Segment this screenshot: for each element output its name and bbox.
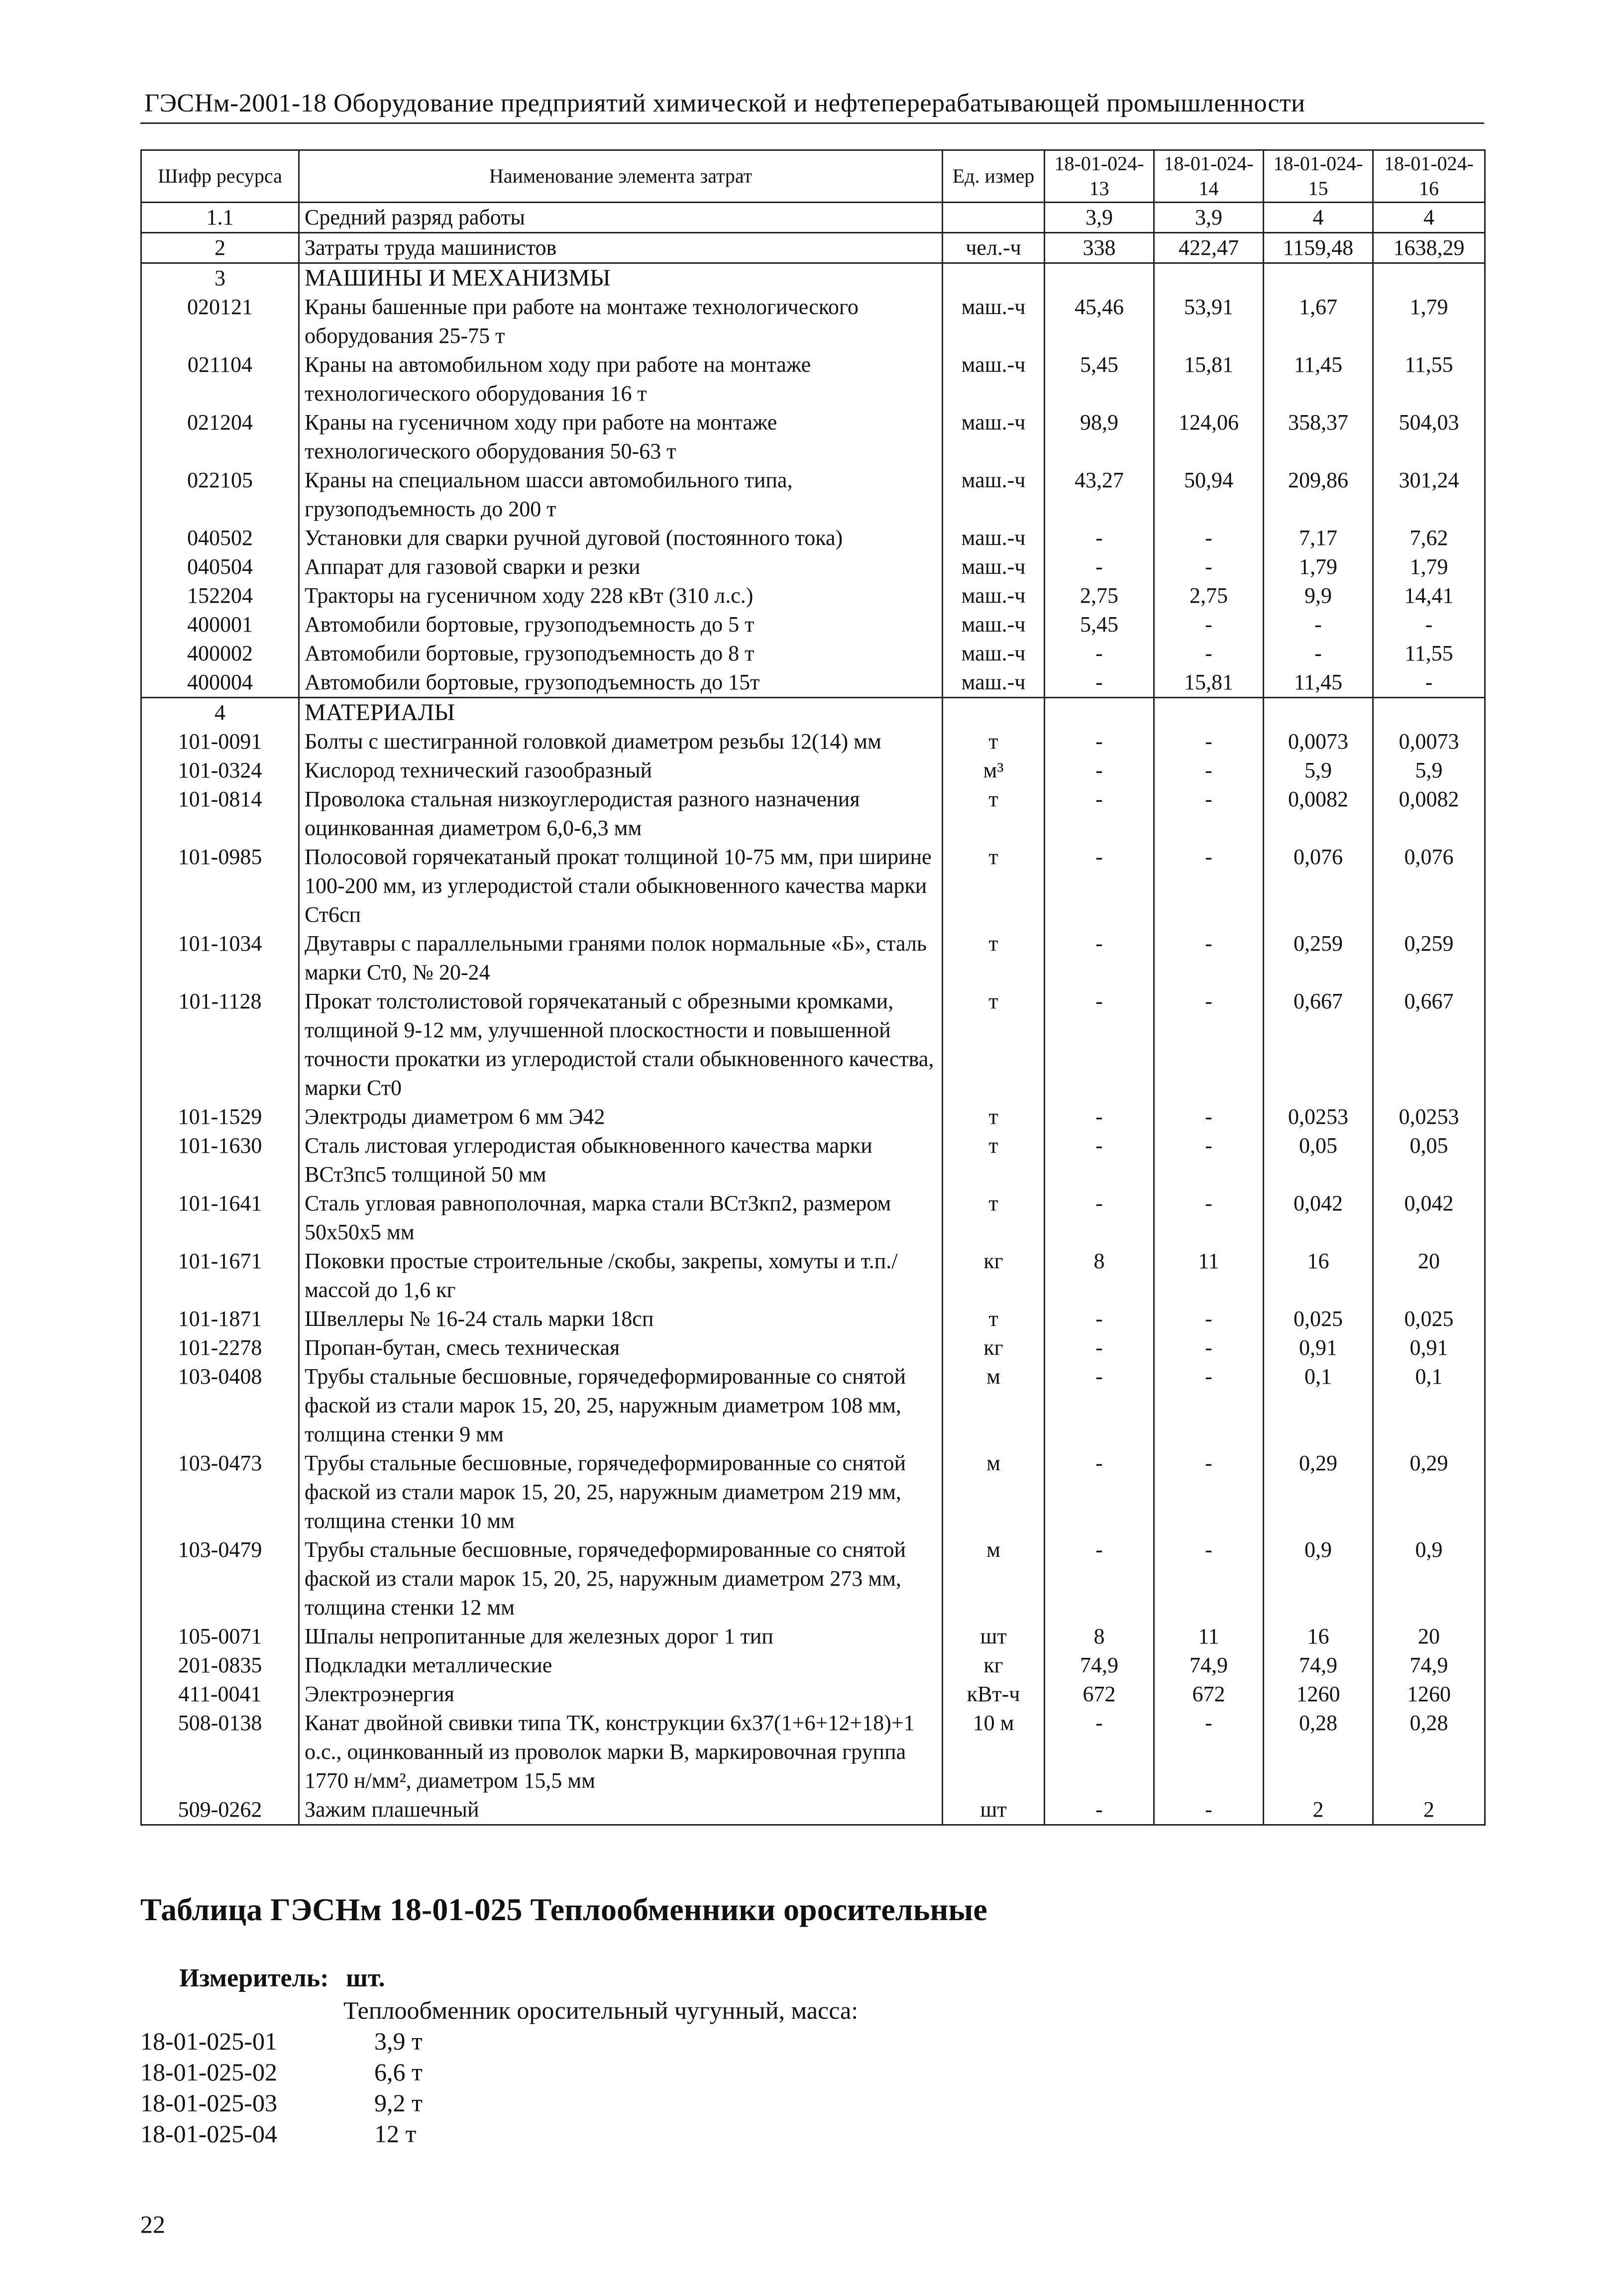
norm-value: 2,75: [1045, 581, 1154, 610]
norm-value: 0,0082: [1373, 785, 1485, 843]
resource-code: 101-0091: [141, 727, 299, 756]
norm-value: -: [1045, 639, 1154, 668]
table-row: [141, 1305, 1485, 1333]
norm-value: 11,45: [1264, 350, 1373, 408]
resource-code: 400001: [141, 610, 299, 639]
table-row: [141, 639, 1485, 668]
resource-code: 400002: [141, 639, 299, 668]
resource-code: 101-2278: [141, 1333, 299, 1362]
norm-value: 4: [1264, 203, 1373, 233]
cost-element-name: Краны на специальном шасси автомобильного типа, грузоподъемность до 200 т: [299, 466, 943, 524]
cost-element-name: Подкладки металлические: [299, 1651, 943, 1680]
unit-of-measure: маш.-ч: [943, 408, 1045, 466]
cost-element-name: Краны на гусеничном ходу при работе на монтаже технологического оборудования 50-63 т: [299, 408, 943, 466]
norm-value: -: [1154, 756, 1264, 785]
resource-code: 201-0835: [141, 1651, 299, 1680]
norm-value: 5,45: [1045, 610, 1154, 639]
norm-value: 11: [1154, 1247, 1264, 1305]
norm-value: 11,55: [1373, 350, 1485, 408]
item-mass: 3,9 т: [374, 2027, 423, 2055]
norm-value: 0,28: [1264, 1709, 1373, 1795]
unit-of-measure: кг: [943, 1333, 1045, 1362]
cost-element-name: Полосовой горячекатаный прокат толщиной 10-75 мм, при ширине 100-200 мм, из углеродистой стали обыкновенного качества марки Ст6сп: [299, 843, 943, 929]
norm-value: -: [1045, 1333, 1154, 1362]
resource-table: [140, 149, 1486, 1826]
resource-code: 105-0071: [141, 1622, 299, 1651]
cost-element-name: Затраты труда машинистов: [299, 233, 943, 263]
resource-code: 020121: [141, 293, 299, 350]
cost-element-name: Прокат толстолистовой горячекатаный с обрезными кромками, толщиной 9-12 мм, улучшенной плоскостности и повышенной точности прокатки из углеродистой стали обыкновенного качества, марки Ст0: [299, 987, 943, 1102]
table-row: [141, 1622, 1485, 1651]
unit-of-measure: маш.-ч: [943, 610, 1045, 639]
norm-value: -: [1154, 929, 1264, 987]
table-row: [141, 1189, 1485, 1247]
norm-value: 45,46: [1045, 293, 1154, 350]
resource-code: 4: [141, 698, 299, 728]
table-row: [141, 203, 1485, 233]
unit-of-measure: м: [943, 1362, 1045, 1449]
norm-value: [1154, 698, 1264, 728]
norm-value: 0,0082: [1264, 785, 1373, 843]
norm-value: 3,9: [1154, 203, 1264, 233]
cost-element-name: Болты с шестигранной головкой диаметром резьбы 12(14) мм: [299, 727, 943, 756]
cost-element-name: Сталь угловая равнополочная, марка стали ВСт3кп2, размером 50х50х5 мм: [299, 1189, 943, 1247]
norm-value: 3,9: [1045, 203, 1154, 233]
norm-value: -: [1264, 639, 1373, 668]
resource-code: 021204: [141, 408, 299, 466]
norm-value: -: [1154, 843, 1264, 929]
unit-of-measure: маш.-ч: [943, 581, 1045, 610]
norm-value: -: [1045, 668, 1154, 698]
norm-value: -: [1045, 987, 1154, 1102]
norm-value: 0,076: [1264, 843, 1373, 929]
table-row: [141, 610, 1485, 639]
section-row: [141, 263, 1485, 293]
unit-of-measure: м: [943, 1449, 1045, 1535]
norm-value: 0,0253: [1373, 1102, 1485, 1131]
table-row: [141, 1362, 1485, 1449]
unit-of-measure: т: [943, 843, 1045, 929]
unit-of-measure: маш.-ч: [943, 552, 1045, 581]
norm-value: 422,47: [1154, 233, 1264, 263]
cost-element-name: Пропан-бутан, смесь техническая: [299, 1333, 943, 1362]
resource-code: 101-1034: [141, 929, 299, 987]
item-description: Теплообменник оросительный чугунный, масса:: [343, 1996, 859, 2024]
norm-value: -: [1154, 1362, 1264, 1449]
norm-value: -: [1154, 785, 1264, 843]
norm-value: 0,28: [1373, 1709, 1485, 1795]
norm-value: 0,91: [1264, 1333, 1373, 1362]
cost-element-name: МАТЕРИАЛЫ: [299, 698, 943, 728]
table-row: [141, 1333, 1485, 1362]
table-row: [141, 293, 1485, 350]
cost-element-name: Тракторы на гусеничном ходу 228 кВт (310 л.с.): [299, 581, 943, 610]
table-row: [141, 1102, 1485, 1131]
resource-code: 021104: [141, 350, 299, 408]
norm-value: -: [1154, 1449, 1264, 1535]
norm-value: -: [1045, 552, 1154, 581]
unit-of-measure: шт: [943, 1622, 1045, 1651]
norm-value: 0,05: [1373, 1131, 1485, 1189]
norm-value: 5,9: [1264, 756, 1373, 785]
cost-element-name: Швеллеры № 16-24 сталь марки 18сп: [299, 1305, 943, 1333]
norm-value: 1638,29: [1373, 233, 1485, 263]
norm-value: 16: [1264, 1622, 1373, 1651]
norm-value: [1264, 263, 1373, 293]
table-row: [141, 1535, 1485, 1622]
unit-of-measure: маш.-ч: [943, 293, 1045, 350]
unit-of-measure: т: [943, 1131, 1045, 1189]
table-title: Таблица ГЭСНм 18-01-025 Теплообменники оросительные: [140, 1892, 987, 1927]
norm-value: -: [1373, 668, 1485, 698]
unit-of-measure: кг: [943, 1247, 1045, 1305]
resource-code: 103-0473: [141, 1449, 299, 1535]
resource-code: 3: [141, 263, 299, 293]
norm-value: -: [1045, 1189, 1154, 1247]
norm-value: 0,667: [1373, 987, 1485, 1102]
page-number: 22: [140, 2210, 165, 2238]
meter-value: шт.: [346, 1964, 385, 1992]
norm-value: -: [1045, 843, 1154, 929]
norm-value: -: [1045, 1449, 1154, 1535]
norm-value: 301,24: [1373, 466, 1485, 524]
norm-value: -: [1045, 1795, 1154, 1825]
cost-element-name: Автомобили бортовые, грузоподъемность до 5 т: [299, 610, 943, 639]
norm-value: 672: [1154, 1680, 1264, 1709]
section-row: [141, 698, 1485, 728]
norm-value: -: [1154, 1102, 1264, 1131]
norm-value: -: [1045, 1102, 1154, 1131]
unit-of-measure: м: [943, 1535, 1045, 1622]
table-row: [141, 1795, 1485, 1825]
unit-of-measure: шт: [943, 1795, 1045, 1825]
norm-value: [1264, 698, 1373, 728]
norm-value: -: [1045, 1131, 1154, 1189]
table-row: [141, 552, 1485, 581]
unit-of-measure: [943, 263, 1045, 293]
norm-value: 0,076: [1373, 843, 1485, 929]
norm-value: [1045, 698, 1154, 728]
norm-value: 1260: [1373, 1680, 1485, 1709]
norm-value: 0,042: [1373, 1189, 1485, 1247]
item-code: 18-01-025-04: [140, 2120, 277, 2148]
norm-value: 2: [1264, 1795, 1373, 1825]
norm-value: 4: [1373, 203, 1485, 233]
table-row: [141, 581, 1485, 610]
cost-element-name: Поковки простые строительные /скобы, закрепы, хомуты и т.п./ массой до 1,6 кг: [299, 1247, 943, 1305]
resource-code: 103-0479: [141, 1535, 299, 1622]
column-header: 18-01-024-14: [1154, 150, 1264, 203]
cost-element-name: Кислород технический газообразный: [299, 756, 943, 785]
unit-of-measure: м³: [943, 756, 1045, 785]
norm-value: 0,259: [1373, 929, 1485, 987]
norm-value: -: [1154, 987, 1264, 1102]
table-row: [141, 668, 1485, 698]
norm-value: 98,9: [1045, 408, 1154, 466]
cost-element-name: Средний разряд работы: [299, 203, 943, 233]
norm-value: 0,9: [1264, 1535, 1373, 1622]
norm-value: 20: [1373, 1622, 1485, 1651]
norm-value: 53,91: [1154, 293, 1264, 350]
table-row: [141, 987, 1485, 1102]
column-header: 18-01-024-15: [1264, 150, 1373, 203]
resource-code: 040504: [141, 552, 299, 581]
cost-element-name: Краны башенные при работе на монтаже технологического оборудования 25-75 т: [299, 293, 943, 350]
cost-element-name: МАШИНЫ И МЕХАНИЗМЫ: [299, 263, 943, 293]
norm-value: 124,06: [1154, 408, 1264, 466]
table-row: [141, 1651, 1485, 1680]
resource-code: 2: [141, 233, 299, 263]
cost-element-name: Автомобили бортовые, грузоподъемность до 15т: [299, 668, 943, 698]
norm-value: -: [1154, 727, 1264, 756]
unit-of-measure: т: [943, 1305, 1045, 1333]
resource-code: 101-1671: [141, 1247, 299, 1305]
norm-value: 0,0073: [1264, 727, 1373, 756]
norm-value: 43,27: [1045, 466, 1154, 524]
norm-value: -: [1154, 1189, 1264, 1247]
unit-of-measure: т: [943, 727, 1045, 756]
resource-code: 101-0985: [141, 843, 299, 929]
norm-value: 11,55: [1373, 639, 1485, 668]
resource-code: 040502: [141, 524, 299, 552]
resource-code: 411-0041: [141, 1680, 299, 1709]
norm-value: 1,67: [1264, 293, 1373, 350]
norm-value: 74,9: [1154, 1651, 1264, 1680]
unit-of-measure: маш.-ч: [943, 668, 1045, 698]
cost-element-name: Электроэнергия: [299, 1680, 943, 1709]
unit-of-measure: 10 м: [943, 1709, 1045, 1795]
item-mass: 12 т: [374, 2120, 417, 2148]
norm-value: -: [1264, 610, 1373, 639]
resource-code: 509-0262: [141, 1795, 299, 1825]
norm-value: 672: [1045, 1680, 1154, 1709]
norm-value: 1,79: [1264, 552, 1373, 581]
unit-of-measure: т: [943, 929, 1045, 987]
norm-value: -: [1045, 524, 1154, 552]
norm-value: 1,79: [1373, 293, 1485, 350]
table-row: [141, 524, 1485, 552]
resource-code: 022105: [141, 466, 299, 524]
column-header: 18-01-024-16: [1373, 150, 1485, 203]
unit-of-measure: маш.-ч: [943, 466, 1045, 524]
cost-element-name: Сталь листовая углеродистая обыкновенного качества марки ВСт3пс5 толщиной 50 мм: [299, 1131, 943, 1189]
cost-element-name: Трубы стальные бесшовные, горячедеформированные со снятой фаской из стали марок 15, 20, 25, наружным диаметром 273 мм, толщина стенки 12 мм: [299, 1535, 943, 1622]
column-header: Ед. измер: [943, 150, 1045, 203]
norm-value: 8: [1045, 1622, 1154, 1651]
norm-value: 0,667: [1264, 987, 1373, 1102]
norm-value: 0,025: [1373, 1305, 1485, 1333]
norm-value: 0,29: [1373, 1449, 1485, 1535]
norm-value: -: [1154, 552, 1264, 581]
norm-value: 0,259: [1264, 929, 1373, 987]
norm-value: -: [1045, 1709, 1154, 1795]
item-mass: 6,6 т: [374, 2058, 423, 2086]
norm-value: 338: [1045, 233, 1154, 263]
unit-of-measure: кВт-ч: [943, 1680, 1045, 1709]
norm-value: [1373, 698, 1485, 728]
column-header: Шифр ресурса: [141, 150, 299, 203]
norm-value: 7,17: [1264, 524, 1373, 552]
unit-of-measure: кг: [943, 1651, 1045, 1680]
norm-value: 74,9: [1373, 1651, 1485, 1680]
item-mass: 9,2 т: [374, 2089, 423, 2117]
unit-of-measure: [943, 698, 1045, 728]
table-row: [141, 785, 1485, 843]
unit-of-measure: маш.-ч: [943, 350, 1045, 408]
table-row: [141, 756, 1485, 785]
norm-value: 50,94: [1154, 466, 1264, 524]
norm-value: -: [1045, 727, 1154, 756]
norm-value: -: [1045, 1535, 1154, 1622]
cost-element-name: Аппарат для газовой сварки и резки: [299, 552, 943, 581]
norm-value: 0,29: [1264, 1449, 1373, 1535]
norm-value: 5,45: [1045, 350, 1154, 408]
cost-element-name: Зажим плашечный: [299, 1795, 943, 1825]
norm-value: 2,75: [1154, 581, 1264, 610]
resource-code: 400004: [141, 668, 299, 698]
cost-element-name: Шпалы непропитанные для железных дорог 1 тип: [299, 1622, 943, 1651]
norm-value: 74,9: [1264, 1651, 1373, 1680]
table-row: [141, 1449, 1485, 1535]
norm-value: 209,86: [1264, 466, 1373, 524]
table-row: [141, 727, 1485, 756]
norm-value: 5,9: [1373, 756, 1485, 785]
table-row: [141, 1247, 1485, 1305]
unit-of-measure: т: [943, 1189, 1045, 1247]
norm-value: 9,9: [1264, 581, 1373, 610]
cost-element-name: Трубы стальные бесшовные, горячедеформированные со снятой фаской из стали марок 15, 20, 25, наружным диаметром 108 мм, толщина стенки 9 мм: [299, 1362, 943, 1449]
norm-value: 0,91: [1373, 1333, 1485, 1362]
norm-value: -: [1045, 756, 1154, 785]
resource-code: 1.1: [141, 203, 299, 233]
norm-value: 0,1: [1373, 1362, 1485, 1449]
meter-label: Измеритель:: [179, 1964, 329, 1992]
resource-code: 103-0408: [141, 1362, 299, 1449]
table-body: [141, 203, 1485, 1825]
norm-value: 0,9: [1373, 1535, 1485, 1622]
resource-code: 508-0138: [141, 1709, 299, 1795]
norm-value: 15,81: [1154, 668, 1264, 698]
table-row: [141, 929, 1485, 987]
table-row: [141, 408, 1485, 466]
unit-of-measure: т: [943, 987, 1045, 1102]
table-header-row: [141, 150, 1485, 203]
cost-element-name: Канат двойной свивки типа ТК, конструкции 6х37(1+6+12+18)+1 о.с., оцинкованный из проволок марки В, маркировочная группа 1770 н/мм², диаметром 15,5 мм: [299, 1709, 943, 1795]
cost-element-name: Проволока стальная низкоуглеродистая разного назначения оцинкованная диаметром 6,0-6,3 мм: [299, 785, 943, 843]
resource-code: 101-1871: [141, 1305, 299, 1333]
norm-value: -: [1154, 639, 1264, 668]
norm-value: 0,0073: [1373, 727, 1485, 756]
norm-value: -: [1154, 1305, 1264, 1333]
norm-value: 8: [1045, 1247, 1154, 1305]
norm-value: -: [1045, 785, 1154, 843]
resource-code: 101-1641: [141, 1189, 299, 1247]
norm-value: -: [1373, 610, 1485, 639]
norm-value: -: [1045, 929, 1154, 987]
header-rule: [140, 122, 1484, 124]
norm-value: 2: [1373, 1795, 1485, 1825]
norm-value: 7,62: [1373, 524, 1485, 552]
norm-value: 0,05: [1264, 1131, 1373, 1189]
norm-value: 11,45: [1264, 668, 1373, 698]
item-code: 18-01-025-03: [140, 2089, 277, 2117]
norm-value: [1373, 263, 1485, 293]
norm-value: -: [1154, 524, 1264, 552]
norm-value: -: [1045, 1362, 1154, 1449]
cost-element-name: Установки для сварки ручной дуговой (постоянного тока): [299, 524, 943, 552]
norm-value: 358,37: [1264, 408, 1373, 466]
resource-code: 101-1630: [141, 1131, 299, 1189]
item-code: 18-01-025-02: [140, 2058, 277, 2086]
norm-value: -: [1154, 1131, 1264, 1189]
table-row: [141, 233, 1485, 263]
norm-value: 14,41: [1373, 581, 1485, 610]
norm-value: [1154, 263, 1264, 293]
norm-value: 16: [1264, 1247, 1373, 1305]
unit-of-measure: т: [943, 785, 1045, 843]
norm-value: -: [1154, 1709, 1264, 1795]
norm-value: -: [1154, 1795, 1264, 1825]
cost-element-name: Трубы стальные бесшовные, горячедеформированные со снятой фаской из стали марок 15, 20, 25, наружным диаметром 219 мм, толщина стенки 10 мм: [299, 1449, 943, 1535]
column-header: Наименование элемента затрат: [299, 150, 943, 203]
resource-code: 101-1529: [141, 1102, 299, 1131]
norm-value: -: [1045, 1305, 1154, 1333]
item-code: 18-01-025-01: [140, 2027, 277, 2055]
unit-of-measure: [943, 203, 1045, 233]
norm-value: 1260: [1264, 1680, 1373, 1709]
unit-of-measure: т: [943, 1102, 1045, 1131]
table-row: [141, 1680, 1485, 1709]
norm-value: 0,1: [1264, 1362, 1373, 1449]
cost-element-name: Электроды диаметром 6 мм Э42: [299, 1102, 943, 1131]
table-row: [141, 843, 1485, 929]
table-row: [141, 1131, 1485, 1189]
table-row: [141, 466, 1485, 524]
norm-value: 504,03: [1373, 408, 1485, 466]
norm-value: -: [1154, 1333, 1264, 1362]
column-header: 18-01-024-13: [1045, 150, 1154, 203]
norm-value: 20: [1373, 1247, 1485, 1305]
norm-value: 0,025: [1264, 1305, 1373, 1333]
resource-code: 152204: [141, 581, 299, 610]
page-header: ГЭСНм-2001-18 Оборудование предприятий химической и нефтеперерабатывающей промышленности: [144, 89, 1305, 117]
norm-value: -: [1154, 1535, 1264, 1622]
resource-code: 101-1128: [141, 987, 299, 1102]
unit-of-measure: маш.-ч: [943, 639, 1045, 668]
table-row: [141, 350, 1485, 408]
cost-element-name: Краны на автомобильном ходу при работе на монтаже технологического оборудования 16 т: [299, 350, 943, 408]
resource-code: 101-0814: [141, 785, 299, 843]
norm-value: 0,0253: [1264, 1102, 1373, 1131]
norm-value: 1,79: [1373, 552, 1485, 581]
norm-value: 11: [1154, 1622, 1264, 1651]
norm-value: 0,042: [1264, 1189, 1373, 1247]
norm-value: 74,9: [1045, 1651, 1154, 1680]
norm-value: [1045, 263, 1154, 293]
cost-element-name: Двутавры с параллельными гранями полок нормальные «Б», сталь марки Ст0, № 20-24: [299, 929, 943, 987]
cost-element-name: Автомобили бортовые, грузоподъемность до 8 т: [299, 639, 943, 668]
unit-of-measure: маш.-ч: [943, 524, 1045, 552]
table-row: [141, 1709, 1485, 1795]
norm-value: 1159,48: [1264, 233, 1373, 263]
unit-of-measure: чел.-ч: [943, 233, 1045, 263]
norm-value: -: [1154, 610, 1264, 639]
resource-code: 101-0324: [141, 756, 299, 785]
norm-value: 15,81: [1154, 350, 1264, 408]
